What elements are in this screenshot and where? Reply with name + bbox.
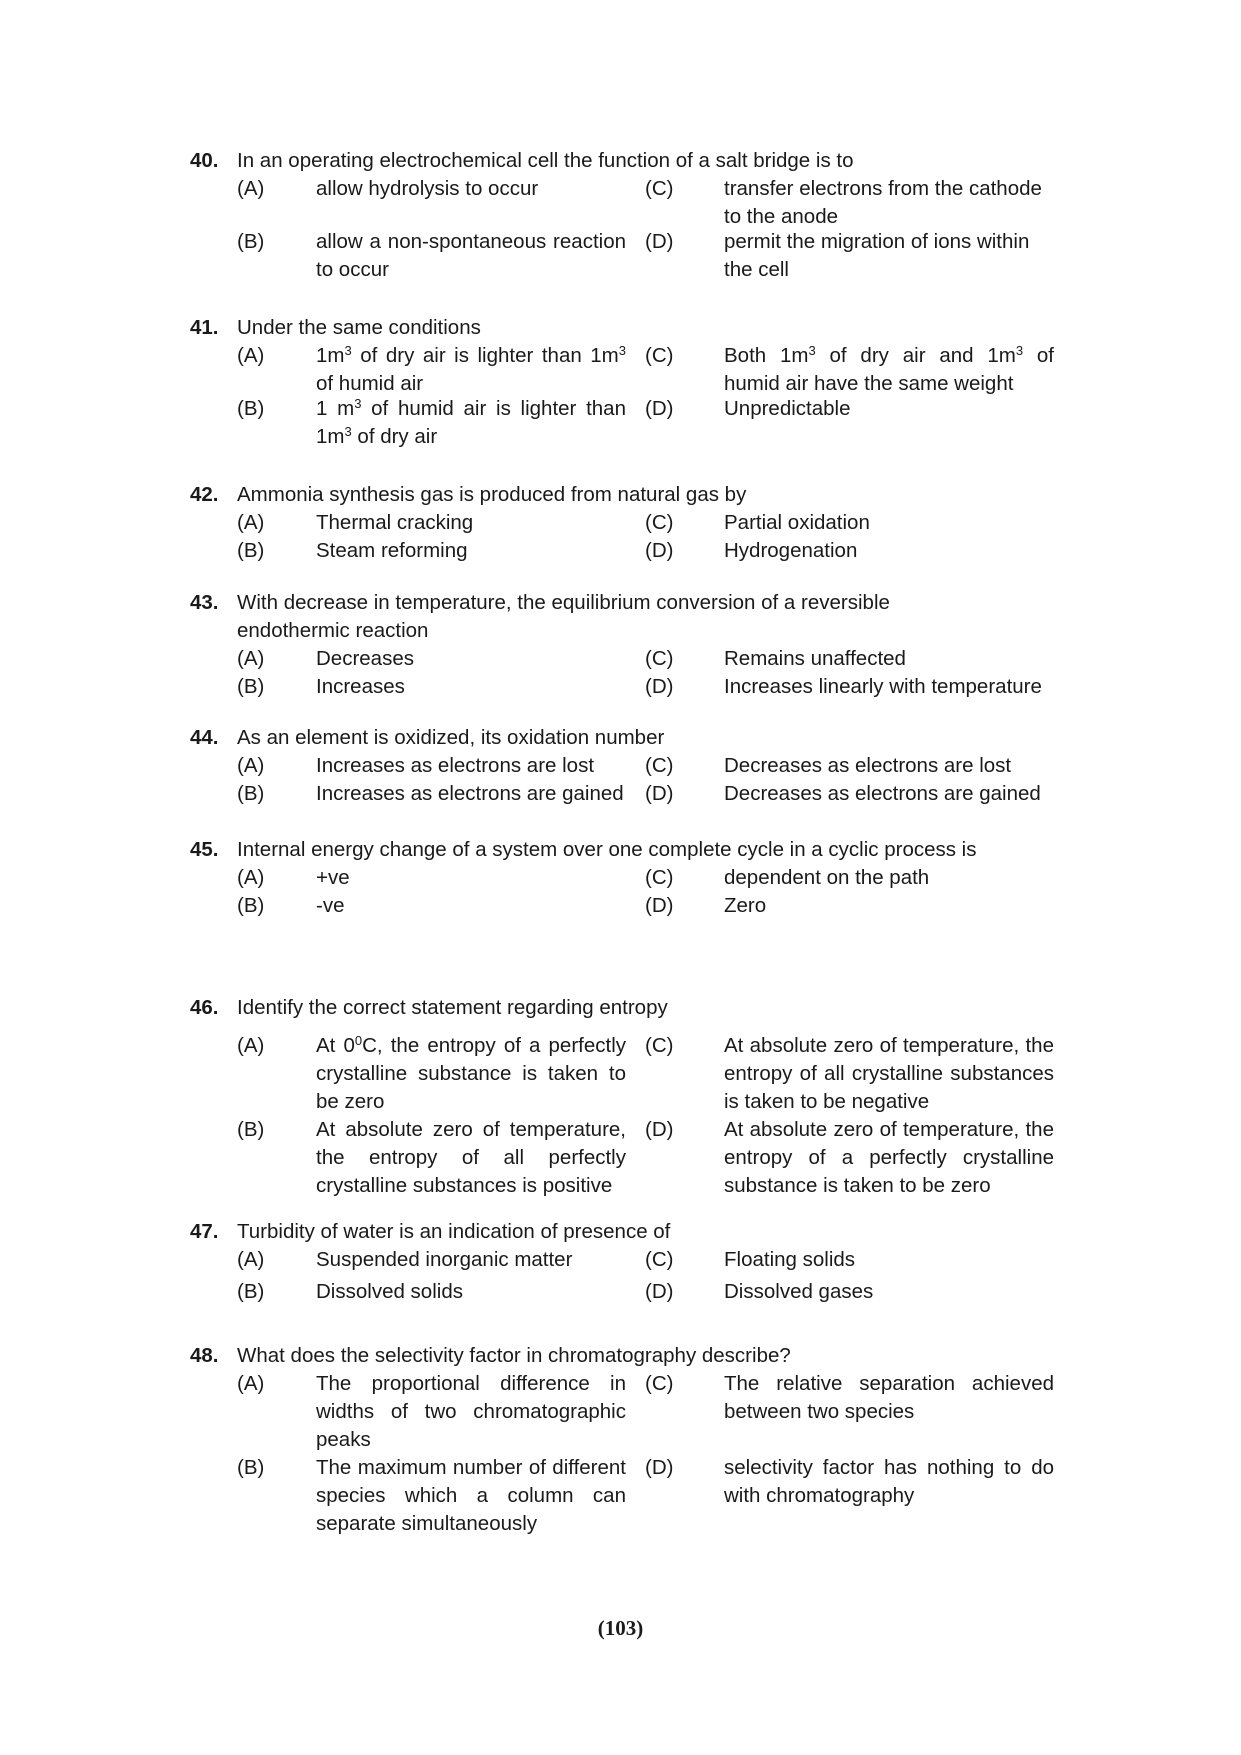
option-d: (D) Decreases as electrons are gained — [645, 782, 1041, 805]
option-a: (A) Increases as electrons are lost — [237, 754, 595, 777]
option-d: (D) selectivity factor has nothing to do with chromatography — [645, 1456, 1054, 1507]
question-45 — [190, 836, 1070, 920]
question-number: 44. — [190, 726, 219, 749]
option-b: (B) 1 $m^3$ of humid air is lighter than $1m^3$ of dry air — [237, 396, 626, 448]
question-44 — [190, 724, 1070, 808]
question-41 — [190, 314, 1070, 451]
question-text: Under the same conditions — [237, 316, 481, 339]
question-number: 46. — [190, 996, 219, 1019]
option-d: (D) Zero — [645, 894, 767, 917]
page-number: (103) — [597, 1616, 644, 1640]
question-text: Turbidity of water is an indication of presence of — [237, 1220, 671, 1243]
option-d: (D) permit the migration of ions within the cell — [645, 230, 1030, 281]
option-b: (B) The maximum number of different species which a column can separate simultaneously — [237, 1456, 626, 1535]
option-b: (B) Dissolved solids — [237, 1280, 463, 1303]
option-b: (B) At absolute zero of temperature, the entropy of all perfectly crystalline substances is positive — [237, 1118, 626, 1197]
option-c: (C) Partial oxidation — [645, 511, 870, 534]
option-c: (C) At absolute zero of temperature, the entropy of all crystalline substances is taken to be negative — [645, 1034, 1054, 1113]
option-a: (A) $1m^3$ of dry air is lighter than $1m^3$ of humid air — [237, 343, 626, 395]
option-b: (B) Steam reforming — [237, 539, 468, 562]
option-c: (C) dependent on the path — [645, 866, 930, 889]
option-d: (D) Dissolved gases — [645, 1280, 874, 1303]
option-a: (A) +ve — [237, 866, 350, 889]
question-47 — [190, 1218, 1070, 1306]
option-d: (D) At absolute zero of temperature, the entropy of a perfectly crystalline substance is taken to be zero — [645, 1118, 1054, 1197]
option-c: (C) The relative separation achieved between two species — [645, 1372, 1054, 1423]
option-c: (C) Floating solids — [645, 1248, 856, 1271]
option-d: (D) Increases linearly with temperature — [645, 675, 1042, 698]
question-number: 43. — [190, 591, 219, 614]
question-text: In an operating electrochemical cell the function of a salt bridge is to — [237, 149, 854, 172]
option-d: (D) Hydrogenation — [645, 539, 858, 562]
option-a: (A) allow hydrolysis to occur — [237, 177, 539, 200]
question-text: As an element is oxidized, its oxidation number — [237, 726, 665, 749]
option-a: (A) Thermal cracking — [237, 511, 474, 534]
option-b: (B) -ve — [237, 894, 345, 917]
question-text: With decrease in temperature, the equilibrium conversion of a reversible endothermic reaction — [237, 591, 890, 642]
question-number: 42. — [190, 483, 219, 506]
question-text: Ammonia synthesis gas is produced from natural gas by — [237, 483, 747, 506]
option-c: (C) Decreases as electrons are lost — [645, 754, 1012, 777]
question-42 — [190, 481, 1070, 565]
option-a: (A) Suspended inorganic matter — [237, 1248, 573, 1271]
question-40 — [190, 147, 1070, 284]
question-43 — [190, 589, 1070, 701]
option-b: (B) Increases — [237, 675, 405, 698]
question-number: 45. — [190, 838, 219, 861]
question-number: 40. — [190, 149, 219, 172]
question-number: 48. — [190, 1344, 219, 1367]
option-b: (B) allow a non-spontaneous reaction to occur — [237, 230, 626, 281]
option-c: (C) transfer electrons from the cathode to the anode — [645, 177, 1042, 228]
question-46 — [190, 994, 1070, 1200]
option-c: (C) Both $1m^3$ of dry air and $1m^3$ of humid air have the same weight — [645, 343, 1054, 395]
option-a: (A) The proportional difference in widths of two chromatographic peaks — [237, 1372, 626, 1451]
option-a: (A) Decreases — [237, 647, 414, 670]
question-text: Identify the correct statement regarding entropy — [237, 996, 668, 1019]
question-number: 41. — [190, 316, 219, 339]
question-48 — [190, 1342, 1070, 1538]
option-b: (B) Increases as electrons are gained — [237, 782, 624, 805]
option-a: (A) At $0^0C$, the entropy of a perfectly crystalline substance is taken to be zero — [237, 1033, 627, 1113]
question-text: What does the selectivity factor in chromatography describe? — [237, 1344, 791, 1367]
question-number: 47. — [190, 1220, 219, 1243]
option-d: (D) Unpredictable — [645, 397, 851, 420]
option-c: (C) Remains unaffected — [645, 647, 906, 670]
question-text: Internal energy change of a system over one complete cycle in a cyclic process is — [237, 838, 977, 861]
